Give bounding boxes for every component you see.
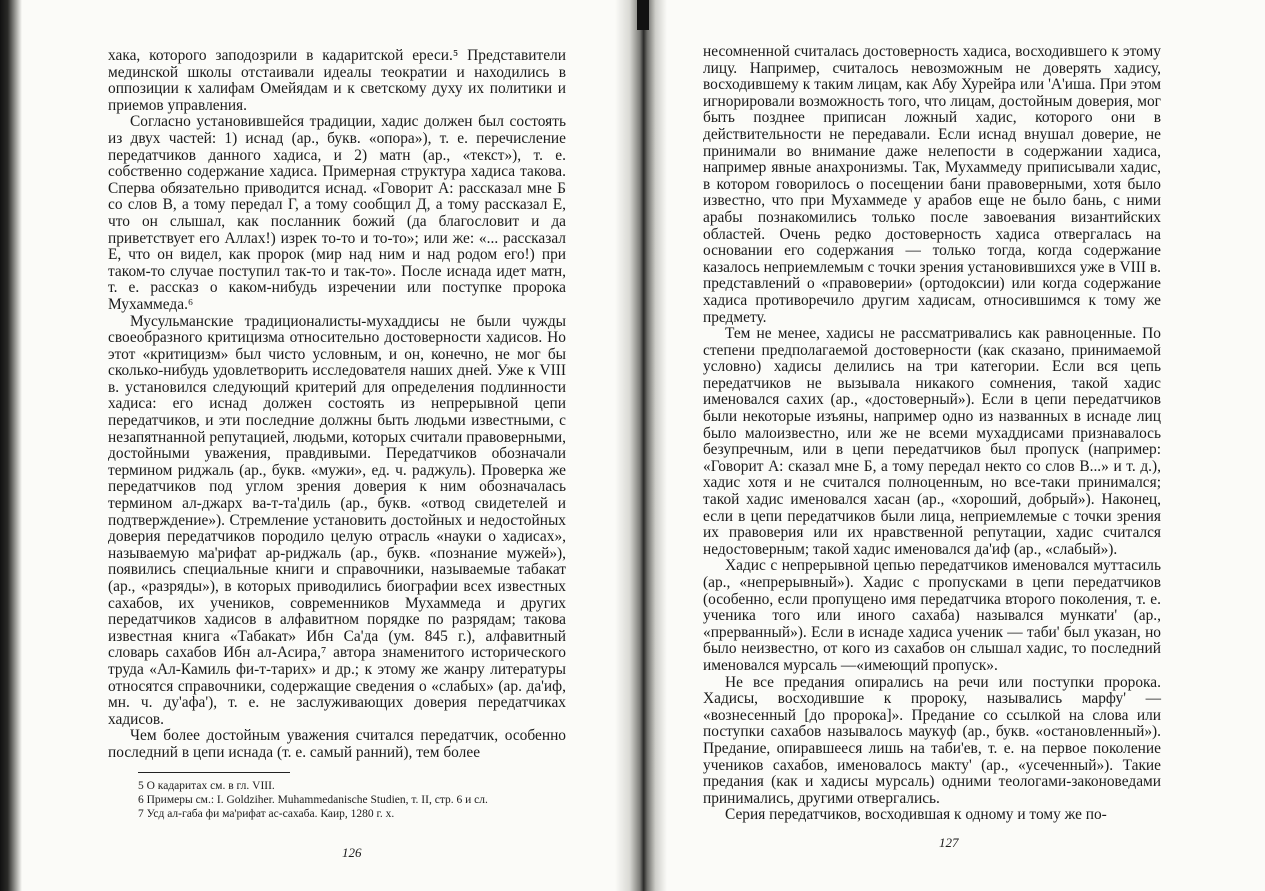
left-page bbox=[0, 0, 632, 891]
right-page-number: 127 bbox=[939, 835, 959, 850]
gutter-mark bbox=[637, 0, 649, 30]
left-paragraph-1: хака, которого заподозрили в кадаритской ереси.⁵ Представители мединской школы отстаивали идеалы теократии и находились в оппозиции к халифам Омейядам и к светскому духу их политики и приемов управления. bbox=[108, 47, 566, 114]
left-page-edge-shadow bbox=[0, 0, 22, 891]
footnote-rule bbox=[138, 772, 290, 773]
left-paragraph-3: Мусульманские традиционалисты-мухаддисы не были чужды своеобразного критицизма относительно достоверности хадисов. Но этот «критицизм» был чисто условным, и он, конечно, не мог бы сколько-нибудь удовлетворить исследователя наших дней. Уже к VIII в. установился следующий критерий для определения подлинности хадиса: его иснад должен состоять из непрерывной цепи передатчиков, и эти последние должны быть людьми известными, с незапятнанной репутацией, людьми, которых считали правоверными, достойными уважения, правдивыми. Передатчиков обозначали термином риджаль (ар., букв. «мужи», ед. ч. раджуль). Проверка же передатчиков под углом зрения доверия к ним обозначалась термином ал-джарх ва-т-та'диль (ар., букв. «отвод свидетелей и подтверждение»). Стремление установить достойных и недостойных доверия передатчиков породило целую отрасль «науки о хадисах», называемую ма'рифат ар-риджаль (ар., букв. «познание мужей»), появились специальные книги и справочники, называемые табакат (ар., «разряды»), в которых приводились биографии всех известных сахабов, их учеников, современников Мухаммеда и других передатчиков хадисов в алфавитном порядке по разрядам; такова известная книга «Табакат» Ибн Са'да (ум. 845 г.), алфавитный словарь сахабов Ибн ал-Асира,⁷ автора знаменитого исторического труда «Ал-Камиль фи-т-тарих» и др.; к этому же жанру литературы относятся справочники, содержащие сведения о «слабых» (ар. да'иф, мн. ч. ду'афа'), т. е. не заслуживающих доверия передатчиках хадисов. bbox=[108, 312, 566, 728]
left-paragraph-2: Согласно установившейся традиции, хадис должен был состоять из двух частей: 1) иснад (ар., букв. «опора»), т. е. перечисление передатчиков данного хадиса, и 2) матн (ар., «текст»), т. е. собственно содержание хадиса. Примерная структура хадиса такова. Сперва обязательно приводится иснад. «Говорит А: рассказал мне Б со слов В, а тому передал Г, а тому сообщил Д, а тому рассказал Е, что он слышал, как посланник божий (да благословит и да приветствует его Аллах!) изрек то-то и то-то»; или же: «... рассказал Е, что он видел, как пророк (мир над ним и над родом его!) при таком-то случае поступил так-то и так-то». После иснада идет матн, т. е. рассказ о каком-нибудь изречении или поступке пророка Мухаммеда.⁶ bbox=[108, 113, 566, 313]
left-page-footnotes bbox=[108, 772, 568, 821]
right-page bbox=[652, 0, 1265, 891]
right-paragraph-2: Тем не менее, хадисы не рассматривались как равноценные. По степени предполагаемой достоверности (как сказано, принимаемой условно) хадисы делились на три категории. Если вся цепь передатчиков не вызывала никакого сомнения, такой хадис именовался сахих (ар., «достоверный»). Если в цепи передатчиков были некоторые изъяны, например одно из названных в иснаде лиц было малоизвестно, или же не всеми мухаддисами признавалось безупречным, или в цепи передатчиков был пропуск (например: «Говорит А: сказал мне Б, а тому передал некто со слов В...» и т. д.), хадис хотя и не считался полноценным, но все-таки принимался; такой хадис именовался хасан (ар., «хороший, добрый»). Наконец, если в цепи передатчиков были лица, неприемлемые с точки зрения их правоверия или их нравственной репутации, хадис считался недостоверным; такой хадис именовался да'иф (ар., «слабый»). bbox=[703, 325, 1161, 558]
footnote-6: 6 Примеры см.: I. Goldziher. Muhammedanische Studien, т. II, стр. 6 и сл. bbox=[138, 794, 488, 806]
left-page-body bbox=[108, 48, 566, 762]
footnote-5: 5 О кадаритах см. в гл. VIII. bbox=[138, 780, 275, 792]
footnote-7: 7 Усд ал-габа фи ма'рифат ас-сахаба. Каир, 1280 г. х. bbox=[138, 808, 395, 820]
left-paragraph-4: Чем более достойным уважения считался передатчик, особенно последний в цепи иснада (т. е. самый ранний), тем более bbox=[108, 727, 566, 761]
right-paragraph-5: Серия передатчиков, восходившая к одному и тому же по- bbox=[725, 806, 1107, 824]
right-paragraph-1: несомненной считалась достоверность хадиса, восходившего к этому лицу. Например, считалось невозможным не доверять хадису, восходившему к таким лицам, как Абу Хурейра или 'А'иша. При этом игнорировали возможность того, что лицам, достойным доверия, мог быть позднее приписан ложный хадис, которого они в действительности не передавали. Если иснад внушал доверие, не принимали во внимание даже нелепости в содержании хадиса, например явные анахронизмы. Так, Мухаммеду приписывали хадис, в котором говорилось о посещении бани правоверными, хотя было известно, что при Мухаммеде у арабов еще не было бань, с ними арабы познакомились только после завоевания византийских областей. Очень редко достоверность хадиса отвергалась на основании его содержания — только тогда, когда содержание казалось неприемлемым с точки зрения установившихся уже в VIII в. представлений о «правоверии» (ортодоксии) или когда содержание хадиса противоречило другим хадисам, относившимся к тому же предмету. bbox=[703, 43, 1161, 326]
book-gutter-shadow bbox=[615, 0, 667, 891]
right-page-body bbox=[703, 44, 1161, 824]
right-paragraph-3: Хадис с непрерывной цепью передатчиков именовался муттасиль (ар., «непрерывный»). Хадис с пропусками в цепи передатчиков (особенно, если пропущено имя передатчика второго поколения, т. е. ученика того или иного сахаба) назывался мункати' (ар., «прерванный»). Если в иснаде хадиса ученик — таби' был указан, но было неизвестно, от кого из сахабов он слышал хадис, то последний именовался мурсаль —«имеющий пропуск». bbox=[703, 557, 1161, 674]
right-paragraph-4: Не все предания опирались на речи или поступки пророка. Хадисы, восходившие к пророку, назывались марфу' — «вознесенный [до пророка]». Предание со ссылкой на слова или поступки сахабов называлось маукуф (ар., букв. «остановленный»). Предание, опиравшееся лишь на таби'ев, т. е. на первое поколение учеников сахабов, именовалось макту' (ар., «усеченный»). Такие предания (как и хадисы мурсаль) одними теологами-законоведами принимались, другими отвергались. bbox=[703, 673, 1161, 807]
left-page-number: 126 bbox=[342, 845, 362, 860]
